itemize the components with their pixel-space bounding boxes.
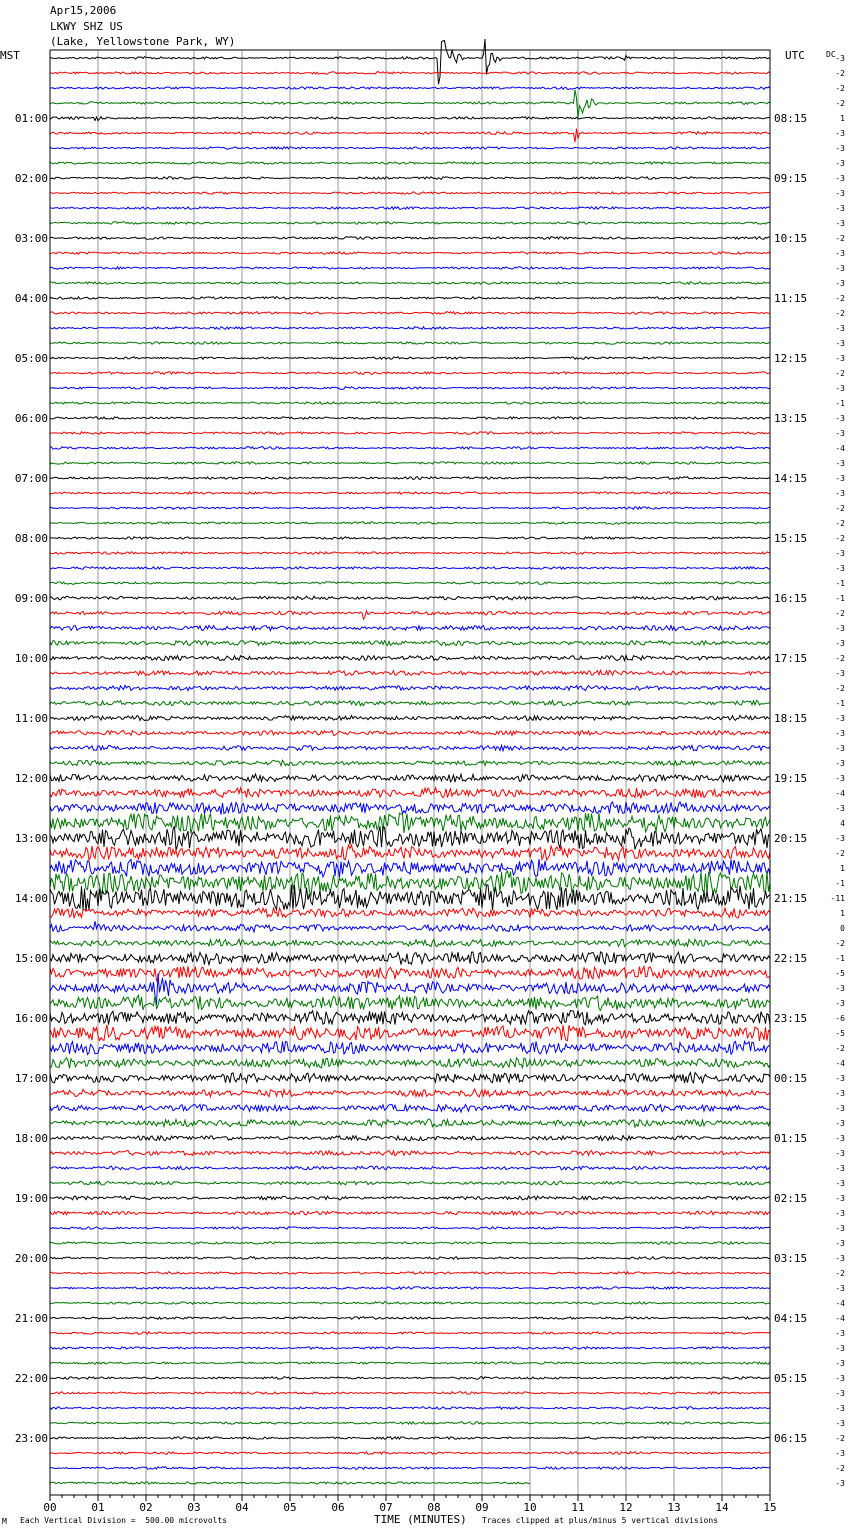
x-tick-label: 12 [619,1501,633,1514]
left-hour-label: 14:00 [14,892,48,905]
dc-offset-label: -3 [835,1224,845,1233]
dc-offset-label: -2 [835,684,845,693]
dc-offset-label: -3 [835,204,845,213]
seismic-trace [50,1452,770,1455]
left-hour-label: 19:00 [14,1192,48,1205]
dc-offset-label: -3 [835,1074,845,1083]
left-hour-label: 04:00 [14,292,48,305]
left-timezone-label: MST [0,49,20,62]
seismic-trace [50,507,770,510]
x-tick-label: 01 [91,1501,105,1514]
dc-offset-label: -1 [835,879,845,888]
dc-offset-label: -3 [835,1164,845,1173]
left-hour-label: 07:00 [14,472,48,485]
left-hour-label: 22:00 [14,1372,48,1385]
seismic-trace [50,312,770,315]
seismic-trace [50,342,770,345]
dc-offset-label: -2 [835,1434,845,1443]
seismic-trace [50,90,770,118]
dc-offset-label: -3 [835,219,845,228]
dc-offset-label: -3 [835,159,845,168]
seismic-trace [50,1287,770,1290]
seismic-trace [50,995,770,1010]
dc-offset-label: -1 [835,399,845,408]
seismic-trace [50,402,770,405]
seismic-trace [50,1437,770,1440]
seismic-trace [50,297,770,300]
dc-offset-label: -1 [835,579,845,588]
seismic-trace [50,417,770,420]
dc-offset-label: -3 [835,1449,845,1458]
left-hour-label: 15:00 [14,952,48,965]
seismic-trace [50,885,770,911]
right-hour-label: 19:15 [774,772,808,785]
seismic-trace [50,788,770,799]
seismic-trace [50,700,770,705]
dc-offset-label: -3 [835,564,845,573]
seismic-trace [50,1181,770,1185]
seismic-trace [50,552,770,555]
dc-offset-label: -3 [835,1254,845,1263]
seismic-trace [50,477,770,480]
dc-offset-label: -3 [835,729,845,738]
dc-offset-label: -3 [835,354,845,363]
x-tick-label: 07 [379,1501,393,1514]
seismic-trace [50,1151,770,1156]
seismic-trace [50,1242,770,1245]
right-timezone-label: UTC [785,49,805,62]
seismic-trace [50,1089,770,1097]
seismic-trace [50,237,770,240]
seismic-trace [50,1407,770,1410]
seismic-trace [50,1041,770,1054]
x-tick-label: 02 [139,1501,153,1514]
seismic-trace [50,745,770,751]
dc-offset-label: -3 [835,1194,845,1203]
dc-offset-label: -3 [835,174,845,183]
dc-offset-label: -3 [835,144,845,153]
seismic-trace [50,655,770,660]
dc-offset-label: 1 [840,114,845,123]
seismic-trace [50,685,770,690]
x-tick-label: 09 [475,1501,489,1514]
scale-note: Each Vertical Division = 500.00 microvolts [20,1516,228,1525]
dc-offset-label: -2 [835,654,845,663]
seismic-trace [50,921,770,932]
seismic-trace [50,1272,770,1275]
dc-offset-label: -2 [835,519,845,528]
dc-offset-label: -3 [835,1149,845,1158]
dc-offset-label: -3 [835,264,845,273]
right-hour-label: 11:15 [774,292,808,305]
dc-offset-label: -3 [835,759,845,768]
dc-offset-label: -3 [835,1374,845,1383]
right-hour-label: 08:15 [774,112,808,125]
dc-offset-label: -3 [835,129,845,138]
seismic-trace [50,1104,770,1112]
dc-offset-label: 1 [840,909,845,918]
seismic-trace [50,162,770,165]
seismic-trace [50,760,770,765]
dc-offset-label: -3 [835,1119,845,1128]
seismic-trace [50,492,770,494]
x-tick-label: 06 [331,1501,345,1514]
seismic-trace [50,670,770,675]
seismic-trace [50,1362,770,1365]
logo-mark: M [2,1517,7,1526]
dc-offset-label: -11 [830,894,845,903]
seismic-trace [50,859,770,877]
seismic-trace [50,372,770,375]
dc-offset-label: -5 [835,1029,845,1038]
right-hour-label: 05:15 [774,1372,808,1385]
dc-offset-label: -2 [835,939,845,948]
seismic-trace [50,730,770,735]
clip-note: Traces clipped at plus/minus 5 vertical divisions [482,1516,719,1525]
station-location: (Lake, Yellowstone Park, WY) [50,35,236,48]
seismic-trace [50,1196,770,1200]
dc-offset-label: -3 [835,1419,845,1428]
x-tick-label: 10 [523,1501,537,1514]
right-hour-label: 21:15 [774,892,808,905]
right-hour-label: 03:15 [774,1252,808,1265]
dc-offset-label: -2 [835,609,845,618]
seismic-trace [50,447,770,450]
dc-offset-label: -2 [835,369,845,378]
right-hour-label: 18:15 [774,712,808,725]
dc-offset-label: -2 [835,534,845,543]
left-hour-label: 11:00 [14,712,48,725]
right-hour-label: 23:15 [774,1012,808,1025]
dc-offset-label: -3 [835,669,845,678]
dc-offset-label: -2 [835,234,845,243]
dc-offset-label: -3 [835,1329,845,1338]
dc-offset-label: -3 [835,549,845,558]
dc-offset-label: -2 [835,294,845,303]
seismic-trace [50,1025,770,1041]
dc-offset-label: -3 [835,714,845,723]
dc-offset-label: -1 [835,594,845,603]
right-hour-label: 06:15 [774,1432,808,1445]
seismic-trace [50,1011,770,1026]
left-hour-label: 23:00 [14,1432,48,1445]
dc-offset-label: 4 [840,819,845,828]
dc-offset-label: -3 [835,489,845,498]
dc-offset-label: -3 [835,339,845,348]
seismic-trace [50,567,770,570]
right-hour-label: 15:15 [774,532,808,545]
x-tick-label: 13 [667,1501,681,1514]
left-hour-label: 08:00 [14,532,48,545]
dc-offset-label: -2 [835,1269,845,1278]
x-tick-label: 03 [187,1501,201,1514]
seismic-trace [50,813,770,834]
seismic-trace [50,192,770,195]
right-hour-label: 22:15 [774,952,808,965]
right-hour-label: 01:15 [774,1132,808,1145]
dc-offset-label: -3 [835,1089,845,1098]
seismic-trace [50,582,770,585]
left-hour-label: 03:00 [14,232,48,245]
seismic-trace [50,177,770,180]
dc-offset-label: -3 [835,189,845,198]
left-hour-label: 20:00 [14,1252,48,1265]
seismic-trace [50,1136,770,1141]
seismic-trace [50,222,770,225]
dc-offset-label: -3 [835,1134,845,1143]
left-hour-label: 01:00 [14,112,48,125]
seismic-trace [50,1347,770,1350]
seismic-trace [50,282,770,285]
dc-offset-label: -1 [835,954,845,963]
left-hour-label: 06:00 [14,412,48,425]
dc-offset-label: -3 [835,414,845,423]
right-hour-label: 12:15 [774,352,808,365]
seismic-trace [50,147,770,150]
dc-offset-label: -6 [835,1014,845,1023]
seismic-trace [50,802,770,815]
dc-offset-label: -2 [835,309,845,318]
dc-offset-label: -3 [835,624,845,633]
dc-offset-label: -3 [835,1209,845,1218]
seismic-trace [50,267,770,270]
dc-offset-label: -4 [835,1059,845,1068]
dc-offset-label: -2 [835,504,845,513]
seismic-trace [50,39,770,84]
seismic-trace [50,537,770,540]
dc-offset-label: -3 [835,1179,845,1188]
seismic-trace [50,1073,770,1084]
left-hour-label: 09:00 [14,592,48,605]
x-tick-label: 14 [715,1501,729,1514]
dc-offset-label: -3 [835,429,845,438]
dc-offset-label: -3 [835,1284,845,1293]
seismic-trace [50,1211,770,1215]
dc-offset-label: -3 [835,54,845,63]
seismic-trace [50,207,770,210]
left-hour-label: 21:00 [14,1312,48,1325]
seismic-trace [50,845,770,860]
right-hour-label: 00:15 [774,1072,808,1085]
left-hour-label: 16:00 [14,1012,48,1025]
right-hour-label: 20:15 [774,832,808,845]
dc-offset-label: -3 [835,324,845,333]
dc-offset-label: -3 [835,1359,845,1368]
dc-offset-label: -5 [835,969,845,978]
station-code: LKWY SHZ US [50,20,123,33]
seismic-trace [50,1332,770,1335]
seismic-trace [50,1227,770,1230]
seismic-trace [50,641,770,646]
right-hour-label: 04:15 [774,1312,808,1325]
dc-offset-label: -3 [835,249,845,258]
seismic-trace [50,387,770,390]
seismic-traces [50,39,770,1484]
dc-offset-label: -3 [835,1479,845,1488]
left-hour-label: 05:00 [14,352,48,365]
seismic-trace [50,129,770,143]
dc-offset-label: 0 [840,924,845,933]
dc-offset-label: -2 [835,84,845,93]
dc-offset-label: -3 [835,279,845,288]
seismic-trace [50,826,770,850]
right-hour-label: 13:15 [774,412,808,425]
dc-offset-label: -3 [835,1404,845,1413]
dc-offset-label: -3 [835,1389,845,1398]
dc-offset-label: -3 [835,474,845,483]
seismic-trace [50,952,770,965]
left-hour-label: 18:00 [14,1132,48,1145]
seismic-trace [50,1302,770,1305]
minute-grid [98,50,722,1495]
right-hour-label: 10:15 [774,232,808,245]
seismic-trace [50,625,770,630]
dc-offset-label: -4 [835,1299,845,1308]
dc-offset-label: -3 [835,1104,845,1113]
x-tick-label: 08 [427,1501,441,1514]
plot-date: Apr15,2006 [50,4,117,17]
dc-offset-label: -3 [835,744,845,753]
x-tick-label: 04 [235,1501,249,1514]
right-hour-label: 14:15 [774,472,808,485]
dc-offset-label: -3 [835,804,845,813]
x-tick-label: 00 [43,1501,57,1514]
dc-offset-label: -4 [835,1314,845,1323]
seismic-trace [50,522,770,525]
seismic-trace [50,1166,770,1170]
dc-offset-label: -2 [835,849,845,858]
dc-offset-label: -2 [835,69,845,78]
right-hour-label: 09:15 [774,172,808,185]
seismic-trace [50,357,770,360]
seismic-trace [50,87,770,90]
dc-offset-label: -3 [835,984,845,993]
left-hour-label: 12:00 [14,772,48,785]
x-tick-label: 15 [763,1501,777,1514]
dc-offset-label: -1 [835,699,845,708]
seismic-trace [50,462,770,465]
right-hour-label: 17:15 [774,652,808,665]
seismic-trace [50,1058,770,1069]
axis-labels [15,54,845,1514]
x-axis-title: TIME (MINUTES) [374,1513,467,1526]
left-hour-label: 17:00 [14,1072,48,1085]
seismic-trace [50,939,770,947]
dc-offset-label: -3 [835,834,845,843]
seismic-trace [50,596,770,600]
x-tick-label: 05 [283,1501,297,1514]
seismic-trace [50,1317,770,1320]
seismic-trace [50,327,770,330]
dc-offset-label: -3 [835,774,845,783]
seismic-trace [50,774,770,782]
dc-header-label: DC [826,50,836,59]
x-tick-label: 11 [571,1501,585,1514]
seismic-trace [50,908,770,918]
left-hour-label: 10:00 [14,652,48,665]
seismic-trace [50,117,770,121]
dc-offset-label: -3 [835,1344,845,1353]
dc-offset-label: -3 [835,384,845,393]
dc-offset-label: -4 [835,789,845,798]
dc-offset-label: -3 [835,1239,845,1248]
seismic-trace [50,1467,770,1470]
seismic-trace [50,1119,770,1127]
dc-offset-label: -3 [835,459,845,468]
seismic-trace [50,1257,770,1260]
seismic-trace [50,611,770,620]
dc-offset-label: -3 [835,639,845,648]
seismic-trace [50,1392,770,1394]
seismic-trace [50,1377,770,1380]
right-hour-label: 16:15 [774,592,808,605]
seismic-trace [50,252,770,255]
dc-offset-label: -4 [835,444,845,453]
right-hour-label: 02:15 [774,1192,808,1205]
dc-offset-label: -2 [835,1044,845,1053]
left-hour-label: 13:00 [14,832,48,845]
seismic-trace [50,72,770,75]
seismic-trace [50,1422,770,1425]
seismic-trace [50,715,770,720]
left-hour-label: 02:00 [14,172,48,185]
dc-offset-label: -2 [835,99,845,108]
dc-offset-label: 1 [840,864,845,873]
dc-offset-label: -2 [835,1464,845,1473]
seismic-trace [50,432,770,435]
dc-offset-label: -3 [835,999,845,1008]
